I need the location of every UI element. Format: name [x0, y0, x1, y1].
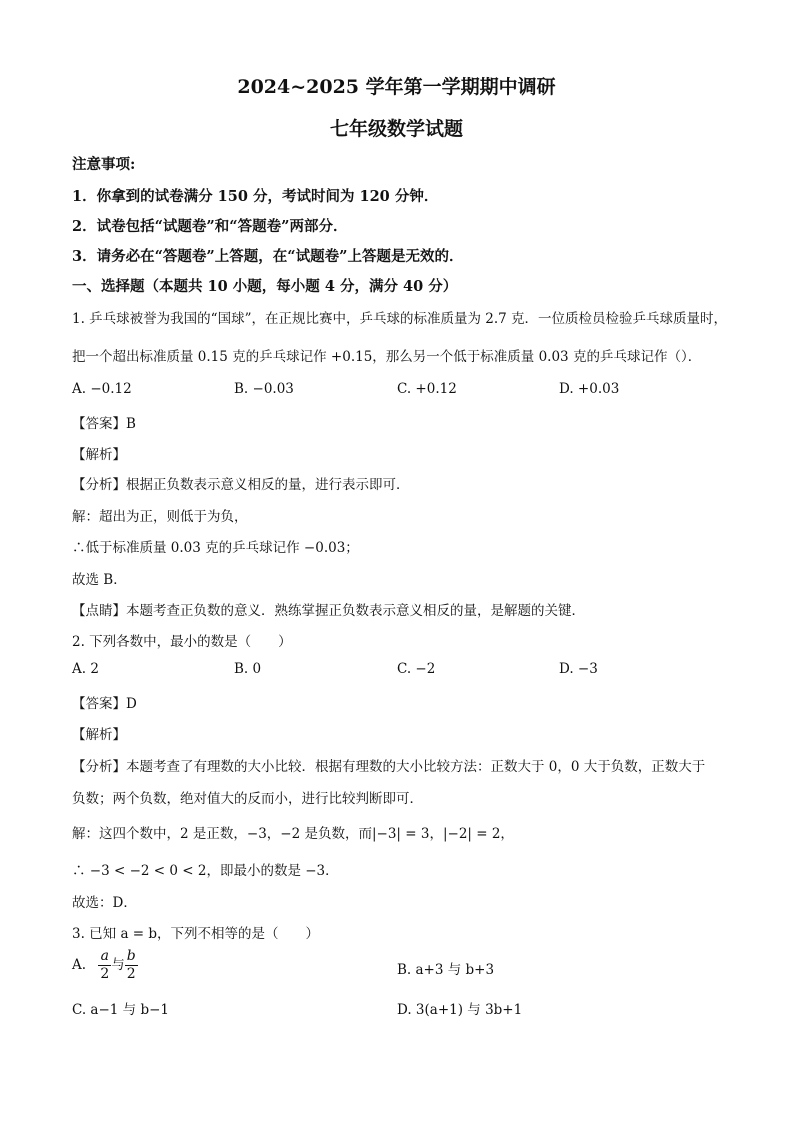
q2-solution-2: ∴ −3 < −2 < 0 < 2，即最小的数是 −3．: [72, 863, 339, 879]
q2-option-b: B. 0: [234, 661, 262, 677]
notice-heading: 注意事项:: [72, 156, 136, 173]
q1-analysis-label: 【解析】: [72, 447, 126, 463]
q2-option-c: C. −2: [397, 661, 436, 677]
q1-comment: 【点睛】本题考查正负数的意义．熟练掌握正负数表示意义相反的量，是解题的关键．: [72, 603, 585, 619]
q3-option-a-label: A.: [72, 957, 87, 973]
q1-answer: 【答案】B: [72, 416, 136, 432]
notice-item-3: 3．请务必在“答题卷”上答题，在“试题卷”上答题是无效的．: [72, 248, 464, 265]
page-title: 2024~2025 学年第一学期期中调研: [237, 76, 556, 98]
page-subtitle: 七年级数学试题: [329, 118, 463, 140]
fraction-a-over-2: [98, 948, 111, 983]
q2-option-a: A. 2: [72, 661, 99, 677]
q1-option-c: C. +0.12: [397, 381, 457, 397]
q3-option-a: [72, 948, 138, 983]
fraction-denominator: 2: [126, 966, 136, 982]
q1-analysis: 【分析】根据正负数表示意义相反的量，进行表示即可．: [72, 477, 410, 493]
q3-option-a-connector: 与: [111, 957, 125, 973]
q1-option-a: A. −0.12: [72, 381, 132, 397]
q3-stem: 3. 已知 a = b，下列不相等的是（ ）: [72, 926, 320, 942]
q2-option-d: D. −3: [559, 661, 598, 677]
q2-analysis-line1: 【分析】本题考查了有理数的大小比较．根据有理数的大小比较方法：正数大于 0，0 大于负数，正数大于: [72, 759, 706, 775]
q1-solution-1: 解：超出为正，则低于为负，: [72, 509, 248, 525]
q2-analysis-line2: 负数；两个负数，绝对值大的反而小，进行比较判断即可．: [72, 791, 423, 807]
fraction-numerator: b: [126, 948, 136, 964]
fraction-b-over-2: [125, 948, 138, 983]
q2-analysis-label: 【解析】: [72, 727, 126, 743]
q3-option-d: D. 3(a+1) 与 3b+1: [397, 1002, 523, 1018]
section-heading: 一、选择题（本题共 10 小题，每小题 4 分，满分 40 分）: [72, 278, 458, 295]
q2-solution-3: 故选：D．: [72, 895, 137, 911]
q1-option-d: D. +0.03: [559, 381, 620, 397]
q3-option-b: B. a+3 与 b+3: [397, 962, 495, 978]
q1-solution-3: 故选 B．: [72, 572, 127, 588]
q2-answer: 【答案】D: [72, 696, 137, 712]
fraction-numerator: a: [98, 948, 111, 966]
q1-option-b: B. −0.03: [234, 381, 294, 397]
q1-solution-2: ∴低于标准质量 0.03 克的乒乓球记作 −0.03；: [72, 540, 359, 556]
notice-item-2: 2．试卷包括“试题卷”和“答题卷”两部分．: [72, 218, 348, 235]
q2-stem: 2. 下列各数中，最小的数是（ ）: [72, 634, 292, 650]
q1-stem-line2: 把一个超出标准质量 0.15 克的乒乓球记作 +0.15，那么另一个低于标准质量 0.03 克的乒乓球记作（）．: [72, 349, 702, 365]
q2-solution-1: 解：这四个数中，2 是正数，−3，−2 是负数，而|−3| = 3，|−2| = 2，: [72, 826, 514, 842]
q1-stem-line1: 1. 乒乓球被誉为我国的“国球”，在正规比赛中，乒乓球的标准质量为 2.7 克．一位质检员检验乒乓球质量时，: [72, 311, 728, 327]
q3-option-c: C. a−1 与 b−1: [72, 1002, 170, 1018]
fraction-denominator: 2: [100, 966, 110, 982]
notice-item-1: 1．你拿到的试卷满分 150 分，考试时间为 120 分钟．: [72, 188, 439, 205]
